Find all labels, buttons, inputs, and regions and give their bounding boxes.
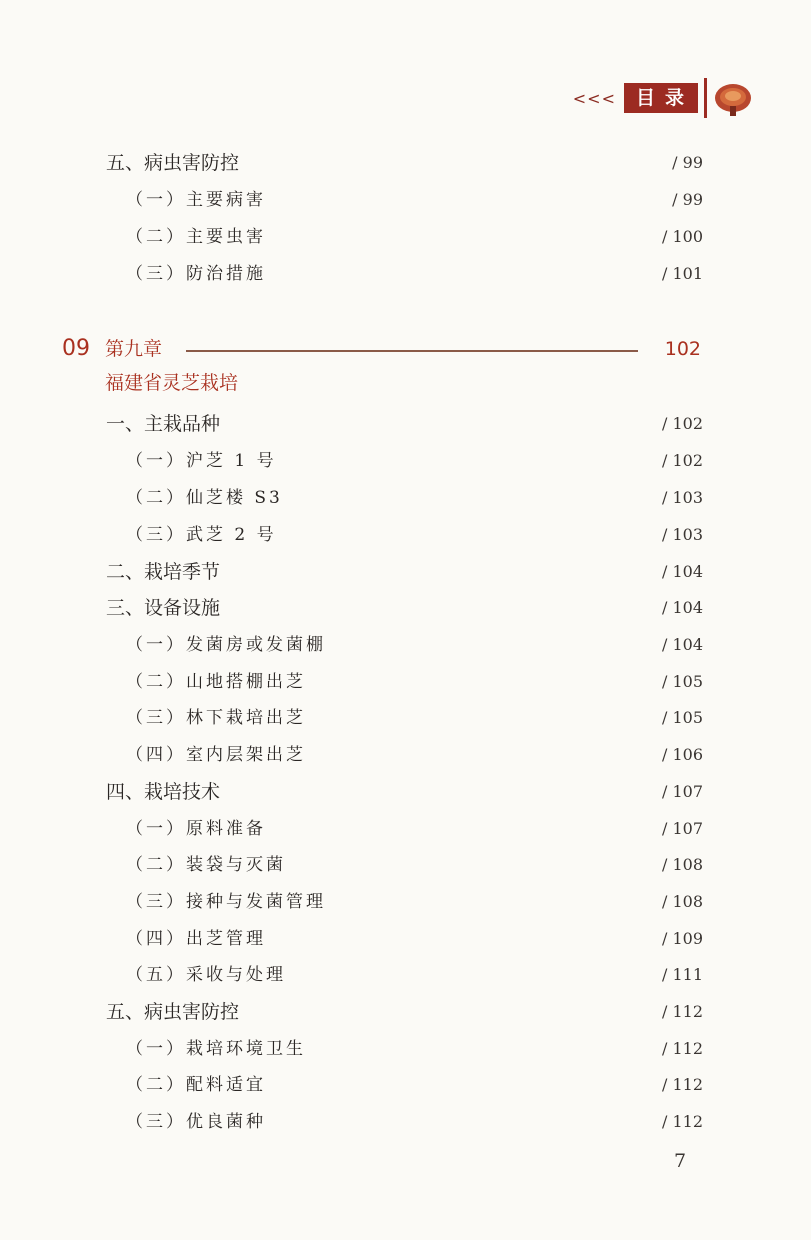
toc-entry[interactable] xyxy=(0,481,811,515)
toc-entry-label: （二）配料适宜 xyxy=(126,1075,266,1095)
toc-entry-label: 二、栽培季节 xyxy=(106,561,221,583)
header-arrows: <<< xyxy=(572,88,616,108)
chapter-heading[interactable] xyxy=(0,332,811,402)
toc-entry-label: 五、病虫害防控 xyxy=(106,1001,240,1023)
toc-entry-page: / 103 xyxy=(661,488,703,507)
toc-entry-label: （一）原料准备 xyxy=(126,819,266,839)
toc-entry-label: 五、病虫害防控 xyxy=(106,152,240,174)
toc-entry[interactable] xyxy=(0,1068,811,1102)
lingzhi-mushroom-icon xyxy=(713,78,753,118)
toc-entry[interactable] xyxy=(0,518,811,552)
toc-entry-label: （三）林下栽培出芝 xyxy=(126,708,306,728)
toc-entry-page: / 109 xyxy=(661,929,703,948)
toc-entry-page: / 99 xyxy=(672,190,703,209)
toc-entry-label: （四）室内层架出芝 xyxy=(126,745,306,765)
toc-entry-page: / 111 xyxy=(661,965,703,984)
toc-entry[interactable] xyxy=(0,555,811,589)
page-header xyxy=(573,78,753,118)
toc-entry-label: （三）武芝 2 号 xyxy=(126,525,277,545)
toc-entry[interactable] xyxy=(0,444,811,478)
toc-entry[interactable] xyxy=(0,775,811,809)
toc-entry-label: 四、栽培技术 xyxy=(106,781,221,803)
toc-entry[interactable] xyxy=(0,665,811,699)
toc-entry-page: / 104 xyxy=(661,562,703,581)
toc-entry-page: / 99 xyxy=(672,153,703,172)
toc-entry-label: （一）主要病害 xyxy=(126,190,266,210)
toc-entry-page: / 112 xyxy=(661,1112,703,1131)
toc-entry[interactable] xyxy=(0,701,811,735)
toc-entry-page: / 102 xyxy=(661,451,703,470)
header-title: 目录 xyxy=(624,83,698,113)
toc-entry-label: （一）沪芝 1 号 xyxy=(126,451,277,471)
toc-entry-label: （三）优良菌种 xyxy=(126,1112,266,1132)
toc-entry[interactable] xyxy=(0,812,811,846)
toc-entry-label: （二）仙芝楼 S3 xyxy=(126,488,283,508)
chapter-title: 福建省灵芝栽培 xyxy=(105,372,239,394)
toc-entry-page: / 104 xyxy=(661,598,703,617)
toc-entry-page: / 112 xyxy=(661,1039,703,1058)
toc-entry-page: / 105 xyxy=(661,708,703,727)
toc-entry-page: / 104 xyxy=(661,635,703,654)
toc-entry[interactable] xyxy=(0,1105,811,1139)
toc-entry[interactable] xyxy=(0,738,811,772)
toc-entry-page: / 105 xyxy=(661,672,703,691)
toc-entry[interactable] xyxy=(0,183,811,217)
toc-entry[interactable] xyxy=(0,995,811,1029)
toc-entry-page: / 103 xyxy=(661,525,703,544)
toc-entry[interactable] xyxy=(0,1032,811,1066)
toc-entry[interactable] xyxy=(0,407,811,441)
toc-entry-page: / 112 xyxy=(661,1002,703,1021)
toc-entry-page: / 100 xyxy=(661,227,703,246)
toc-entry[interactable] xyxy=(0,958,811,992)
toc-entry[interactable] xyxy=(0,591,811,625)
toc-entry-label: （二）装袋与灭菌 xyxy=(126,855,286,875)
toc-entry-label: （一）发菌房或发菌棚 xyxy=(126,635,326,655)
toc-entry-label: （五）采收与处理 xyxy=(126,965,286,985)
toc-entry-page: / 107 xyxy=(661,819,703,838)
toc-entry-label: （二）山地搭棚出芝 xyxy=(126,672,306,692)
toc-entry-page: / 107 xyxy=(661,782,703,801)
toc-entry[interactable] xyxy=(0,146,811,180)
toc-entry-label: （四）出芝管理 xyxy=(126,929,266,949)
toc-entry-label: 一、主栽品种 xyxy=(106,413,221,435)
chapter-page: 102 xyxy=(664,338,701,360)
toc-entry[interactable] xyxy=(0,220,811,254)
chapter-number: 09 xyxy=(62,336,90,361)
toc-entry-page: / 112 xyxy=(661,1075,703,1094)
toc-entry[interactable] xyxy=(0,628,811,662)
toc-entry-page: / 108 xyxy=(661,892,703,911)
toc-entry-page: / 108 xyxy=(661,855,703,874)
toc-entry-page: / 102 xyxy=(661,414,703,433)
toc-entry-label: （一）栽培环境卫生 xyxy=(126,1039,306,1059)
toc-entry[interactable] xyxy=(0,257,811,291)
toc-entry-page: / 101 xyxy=(661,264,703,283)
toc-entry[interactable] xyxy=(0,885,811,919)
toc-entry-label: （三）防治措施 xyxy=(126,264,266,284)
chapter-label: 第九章 xyxy=(105,338,163,360)
toc-entry-label: 三、设备设施 xyxy=(106,597,221,619)
toc-entry-label: （二）主要虫害 xyxy=(126,227,266,247)
toc-entry-page: / 106 xyxy=(661,745,703,764)
page-number: 7 xyxy=(674,1150,687,1172)
toc-entry[interactable] xyxy=(0,848,811,882)
toc-entry[interactable] xyxy=(0,922,811,956)
toc-entry-label: （三）接种与发菌管理 xyxy=(126,892,326,912)
chapter-rule xyxy=(186,350,638,352)
header-divider xyxy=(704,78,707,118)
